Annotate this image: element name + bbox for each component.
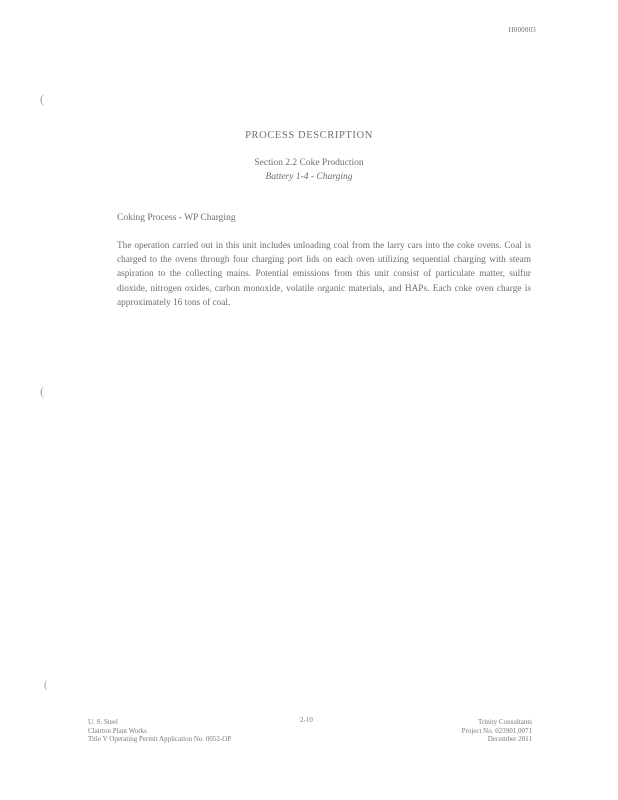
margin-mark: ( bbox=[44, 680, 48, 691]
section-title: Section 2.2 Coke Production bbox=[254, 158, 364, 168]
footer-date: December 2011 bbox=[487, 735, 532, 744]
footer-consultant: Trinity Consultants bbox=[477, 718, 532, 726]
body-paragraph: The operation carried out in this unit includes unloading coal from the larry cars into the coke ovens. Coal is charged to the ovens through four charging port lids on each oven utilizing sequential charging with steam aspiration to the collecting mains. Potential emissions from this unit consist of particulate matter, sulfur dioxide, nitrogen oxides, carbon monoxide, volatile organic materials, and HAPs. Each coke oven charge is approximately 16 tons of coal. bbox=[117, 241, 531, 308]
footer-project: Project No. 023901.0071 bbox=[461, 726, 532, 735]
footer-left bbox=[88, 718, 231, 744]
footer-plant: Clairton Plant Works bbox=[88, 726, 147, 735]
margin-mark: ( bbox=[40, 92, 44, 106]
footer-company: U. S. Steel bbox=[88, 718, 118, 726]
page-title: PROCESS DESCRIPTION bbox=[245, 130, 373, 141]
footer-permit: Title V Operating Permit Application No. 0052-OP bbox=[88, 735, 232, 744]
margin-mark: ( bbox=[40, 384, 44, 398]
page-number: 2-10 bbox=[300, 716, 313, 724]
subsection-title: Battery 1-4 - Charging bbox=[265, 172, 353, 182]
section-heading: Coking Process - WP Charging bbox=[117, 213, 236, 223]
footer-right bbox=[462, 718, 532, 744]
document-id: H000003 bbox=[508, 26, 536, 34]
